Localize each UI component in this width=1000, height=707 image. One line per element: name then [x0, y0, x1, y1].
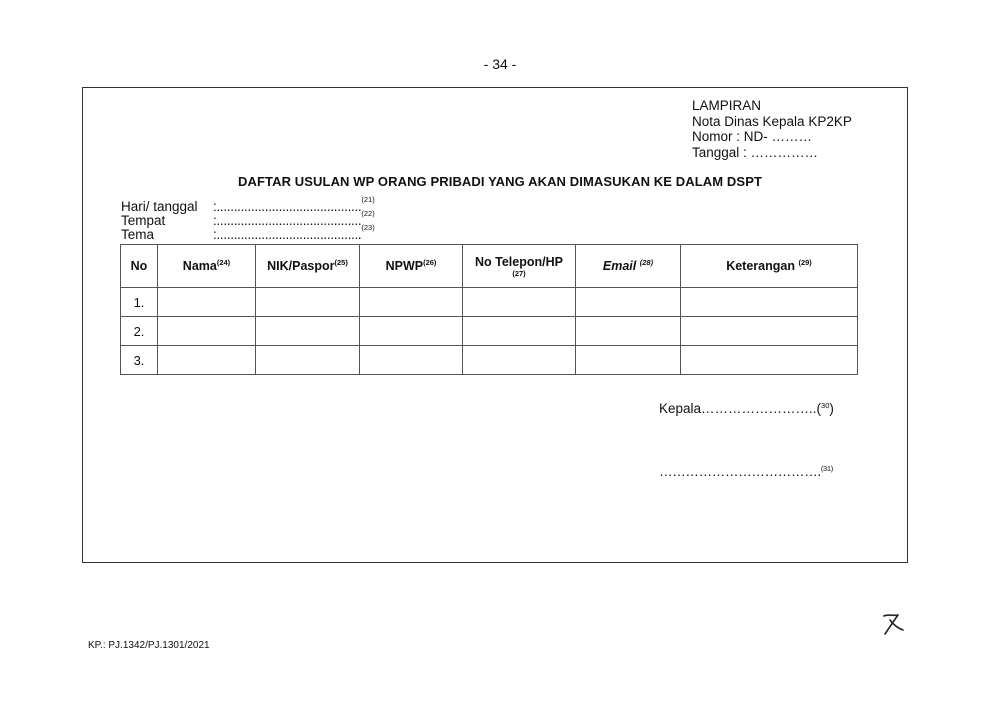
meeting-fields: [121, 195, 375, 242]
header-telepon: No Telepon/HP (27): [463, 245, 576, 288]
initial-mark-icon: [878, 610, 908, 638]
row-number: 3.: [121, 346, 158, 375]
cell-telepon: [463, 317, 576, 346]
cell-nik: [256, 346, 360, 375]
field-fill-line: :..........................................: [213, 213, 362, 228]
header-nama: Nama$^{(24)}$: [158, 245, 256, 288]
cell-npwp: [360, 288, 463, 317]
field-tema: [121, 223, 375, 242]
header-nik-paspor: NIK/Paspor$^{(25)}$: [256, 245, 360, 288]
cell-npwp: [360, 346, 463, 375]
table-row: [121, 317, 858, 346]
document-title: DAFTAR USULAN WP ORANG PRIBADI YANG AKAN DIMASUKAN KE DALAM DSPT: [238, 174, 762, 189]
cell-email: [576, 317, 681, 346]
row-number: 2.: [121, 317, 158, 346]
kepala-signature-label: Kepala……………………..($^{30}$): [659, 401, 834, 416]
field-fill-line: :..........................................: [213, 199, 362, 214]
lampiran-nomor: Nomor : ND- ………: [692, 129, 813, 144]
signature-name-line: ……………………………….$^{(31)}$: [659, 464, 833, 479]
footer-reference: KP.: PJ.1342/PJ.1301/2021: [88, 640, 210, 651]
cell-telepon: [463, 288, 576, 317]
cell-npwp: [360, 317, 463, 346]
header-email: Email $^{(28)}$: [576, 245, 681, 288]
field-label: Hari/ tanggal: [121, 199, 198, 214]
wp-list-table: [120, 244, 858, 375]
header-keterangan: Keterangan $^{(29)}$: [681, 245, 858, 288]
field-label: Tempat: [121, 213, 166, 228]
cell-nama: [158, 317, 256, 346]
row-number: 1.: [121, 288, 158, 317]
field-footnote: (21): [361, 195, 375, 204]
cell-keterangan: [681, 346, 858, 375]
table-header-row: [121, 245, 858, 288]
lampiran-block: [692, 98, 852, 160]
field-hari-tanggal: [121, 195, 375, 214]
cell-email: [576, 288, 681, 317]
cell-keterangan: [681, 317, 858, 346]
cell-nik: [256, 317, 360, 346]
table-row: [121, 288, 858, 317]
field-label: Tema: [121, 227, 155, 242]
field-footnote: (23): [361, 223, 375, 232]
cell-nama: [158, 346, 256, 375]
lampiran-heading: LAMPIRAN: [692, 98, 762, 113]
cell-telepon: [463, 346, 576, 375]
field-tempat: [121, 209, 375, 228]
page-number: - 34 -: [483, 56, 517, 72]
lampiran-tanggal: Tanggal : ……………: [692, 144, 819, 160]
cell-nik: [256, 288, 360, 317]
cell-keterangan: [681, 288, 858, 317]
table-row: [121, 346, 858, 375]
header-no: No: [121, 245, 158, 288]
cell-email: [576, 346, 681, 375]
header-npwp: NPWP$^{(26)}$: [360, 245, 463, 288]
field-footnote: (22): [361, 209, 375, 218]
cell-nama: [158, 288, 256, 317]
lampiran-nota-dinas: Nota Dinas Kepala KP2KP: [692, 113, 852, 129]
field-fill-line: :..........................................: [213, 227, 362, 242]
